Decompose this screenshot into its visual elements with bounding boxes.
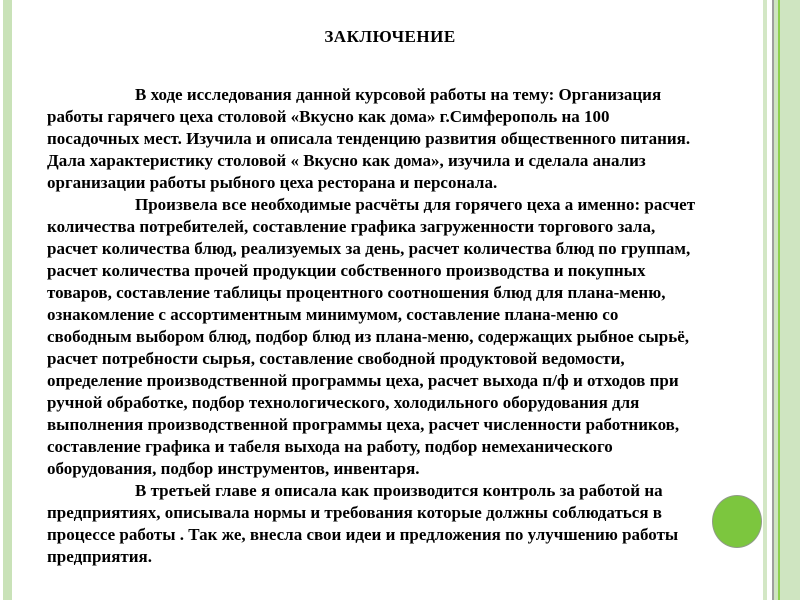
paragraph: В третьей главе я описала как производится контроль за работой на предприятиях, описывала нормы и требования которые должны соблюдаться в процессе работы . Так же, внесла свои идеи и предложения по улучшению работы предприятия. bbox=[47, 481, 679, 566]
paragraph: Произвела все необходимые расчёты для горячего цеха а именно: расчет количества потребителей, составление графика загруженности торгового зала, расчет количества блюд, реализуемых за день, расчет количества блюд по группам, расчет количества прочей продукции собственного производства и покупных товаров, составление таблицы процентного соотношения блюд для плана-меню, ознакомление с ассортиментным минимумом, составление плана-меню со свободным выбором блюд, подбор блюд из плана-меню, содержащих рыбное сырьё, расчет потребности сырья, составление свободной продуктовой ведомости, определение производственной программы цеха, расчет выхода п/ф и отходов при ручной обработке, подбор технологического, холодильного оборудования для выполнения производственной программы цеха, расчет численности работников, составление графика и табеля выхода на работу, подбор немеханического оборудования, подбор инструментов, инвентаря. bbox=[47, 195, 696, 478]
right-bright-line bbox=[778, 0, 780, 600]
slide-body-text bbox=[47, 84, 697, 568]
green-circle-decoration bbox=[712, 495, 762, 548]
slide-title: ЗАКЛЮЧЕНИЕ bbox=[324, 27, 456, 46]
left-accent-stripe bbox=[3, 0, 12, 600]
paragraph: В ходе исследования данной курсовой работы на тему: Организация работы гарячего цеха столовой «Вкусно как дома» г.Симферополь на 100 посадочных мест. Изучила и описала тенденцию развития общественного питания. Дала характеристику столовой « Вкусно как дома», изучила и сделала анализ организации работы рыбного цеха ресторана и персонала. bbox=[47, 85, 691, 192]
right-thin-stripe bbox=[763, 0, 767, 600]
